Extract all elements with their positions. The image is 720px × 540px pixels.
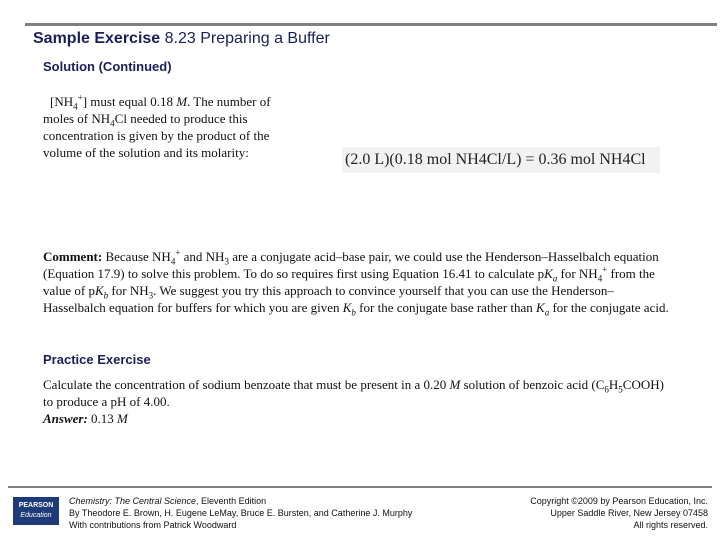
page-title	[33, 30, 330, 48]
title-number: 8.23	[164, 30, 196, 47]
comment-paragraph: Comment: Because $NH_4^+$ and $NH_3$ are a conjugate acid–base pair, we could use the Henderson–Hasselbalch equation (Equation 17.9) to solve this problem. To do so requires first using Equation 16.41 to calculate $pK_a$ for $NH_4^+$ from the value of $pK_b$ for $NH_3$. We suggest you try this approach to convince yourself that you can use the Henderson–Hasselbalch equation for buffers for which you are given $K_b$ for the conjugate base rather than $K_a$ for the conjugate acid.	[43, 247, 669, 318]
book-contributors: With contributions from Patrick Woodward	[69, 520, 237, 530]
equation-image: (2.0 L)(0.18 mol NH4Cl/L) = 0.36 mol NH4Cl	[342, 147, 660, 173]
book-title: Chemistry: The Central Science	[69, 496, 197, 506]
copyright-notice: Copyright ©2009 by Pearson Education, Inc. Upper Saddle River, New Jersey 07458 All rights reserved.	[530, 496, 708, 530]
title-topic: Preparing a Buffer	[200, 30, 330, 47]
practice-paragraph: Calculate the concentration of sodium benzoate that must be present in a 0.20 M solution of benzoic acid $(C_6H_5COOH)$ to produce a pH of 4.00. Answer: 0.13 M	[43, 377, 664, 426]
solution-paragraph: $[NH_4^+]$ must equal 0.18 M. The number of moles of $NH_4Cl$ needed to produce this concentration is given by the product of the volume of the solution and its molarity:	[43, 92, 271, 160]
title-label: Sample Exercise	[33, 30, 161, 47]
book-credits: Chemistry: The Central Science, Eleventh Edition By Theodore E. Brown, H. Eugene LeMay, Bruce E. Bursten, and Catherine J. Murphy With contributions from Patrick Woodward	[69, 496, 413, 530]
bottom-divider	[8, 486, 712, 488]
answer-label: Answer:	[43, 411, 88, 426]
book-authors: By Theodore E. Brown, H. Eugene LeMay, Bruce E. Bursten, and Catherine J. Murphy	[69, 508, 413, 518]
pearson-logo: PEARSON Education	[13, 497, 59, 525]
section-subtitle: Solution (Continued)	[43, 59, 172, 74]
practice-heading: Practice Exercise	[43, 352, 151, 367]
top-divider	[25, 23, 717, 26]
